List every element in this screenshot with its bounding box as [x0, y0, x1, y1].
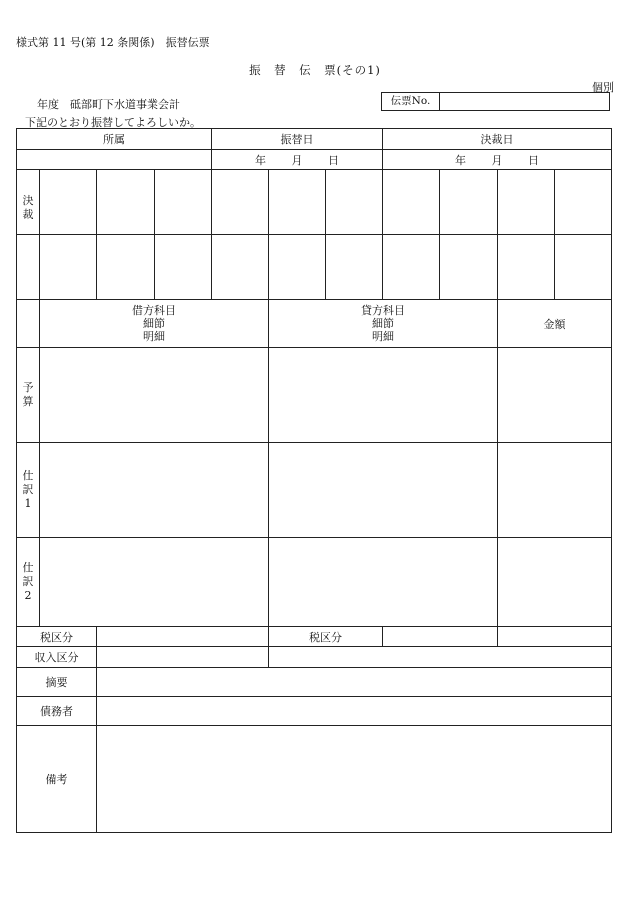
shozoku-header: 所属 — [17, 129, 212, 150]
stamp-cell[interactable] — [383, 235, 440, 300]
stamp-cell[interactable] — [212, 235, 269, 300]
credit-field[interactable] — [269, 443, 498, 538]
furikae-date-field[interactable] — [212, 150, 383, 170]
voucher-table — [16, 128, 612, 833]
day-label: 日 — [328, 153, 339, 167]
stamp-cell[interactable] — [326, 235, 383, 300]
credit-field[interactable] — [269, 348, 498, 443]
amount-field[interactable] — [498, 443, 612, 538]
blank-cell — [17, 235, 40, 300]
yosan-label: 予 算 — [17, 348, 40, 443]
amount-header: 金額 — [498, 300, 612, 348]
stamp-cell[interactable] — [97, 170, 155, 235]
summary-field[interactable] — [97, 668, 612, 697]
summary-label: 摘要 — [17, 668, 97, 697]
stamp-cell[interactable] — [269, 170, 326, 235]
voucher-number-label: 伝票No. — [382, 93, 440, 110]
income-class-field[interactable] — [97, 647, 269, 668]
debit-field[interactable] — [40, 443, 269, 538]
stamp-cell[interactable] — [40, 235, 97, 300]
tax-class-field[interactable] — [498, 627, 612, 647]
request-text: 下記のとおり振替してよろしいか。 — [25, 116, 201, 129]
amount-field[interactable] — [498, 348, 612, 443]
stamp-cell[interactable] — [555, 235, 612, 300]
stamp-cell[interactable] — [326, 170, 383, 235]
tax-class-field[interactable] — [97, 627, 269, 647]
shozoku-field[interactable] — [17, 150, 212, 170]
stamp-cell[interactable] — [40, 170, 97, 235]
form-title: 振 替 伝 票(その1) — [249, 63, 381, 77]
stamp-cell[interactable] — [498, 235, 555, 300]
year-label: 年 — [455, 153, 467, 167]
voucher-number-box — [381, 92, 610, 111]
month-label: 月 — [291, 153, 303, 167]
stamp-cell[interactable] — [440, 170, 498, 235]
tax-class-label: 税区分 — [17, 627, 97, 647]
debit-account-header: 借方科目 細節 明細 — [40, 300, 269, 348]
debit-field[interactable] — [40, 538, 269, 627]
debtor-field[interactable] — [97, 697, 612, 726]
kessai-date-field[interactable] — [383, 150, 612, 170]
shiwake1-label: 仕 訳 1 — [17, 443, 40, 538]
stamp-cell[interactable] — [155, 235, 212, 300]
debtor-label: 債務者 — [17, 697, 97, 726]
kobetsu-label: 個別 — [592, 81, 614, 94]
kessai-label: 決 裁 — [17, 170, 40, 235]
amount-field[interactable] — [498, 538, 612, 627]
month-label: 月 — [491, 153, 503, 167]
stamp-cell[interactable] — [555, 170, 612, 235]
day-label: 日 — [528, 153, 540, 167]
remarks-label: 備考 — [17, 726, 97, 833]
stamp-cell[interactable] — [97, 235, 155, 300]
tax-class-label: 税区分 — [269, 627, 383, 647]
stamp-cell[interactable] — [155, 170, 212, 235]
blank-cell — [269, 647, 612, 668]
credit-field[interactable] — [269, 538, 498, 627]
year-label: 年 — [255, 153, 266, 167]
form-number: 様式第 11 号(第 12 条関係) 振替伝票 — [16, 36, 210, 49]
blank-cell — [17, 300, 40, 348]
stamp-cell[interactable] — [212, 170, 269, 235]
stamp-cell[interactable] — [383, 170, 440, 235]
stamp-cell[interactable] — [498, 170, 555, 235]
kessai-bi-header: 決裁日 — [383, 129, 612, 150]
furikae-bi-header: 振替日 — [212, 129, 383, 150]
tax-class-field[interactable] — [383, 627, 498, 647]
voucher-number-field[interactable] — [440, 93, 609, 110]
debit-field[interactable] — [40, 348, 269, 443]
fiscal-year-line: 年度 砥部町下水道事業会計 — [37, 98, 180, 111]
income-class-label: 収入区分 — [17, 647, 97, 668]
shiwake2-label: 仕 訳 2 — [17, 538, 40, 627]
credit-account-header: 貸方科目 細節 明細 — [269, 300, 498, 348]
remarks-field[interactable] — [97, 726, 612, 833]
stamp-cell[interactable] — [269, 235, 326, 300]
stamp-cell[interactable] — [440, 235, 498, 300]
